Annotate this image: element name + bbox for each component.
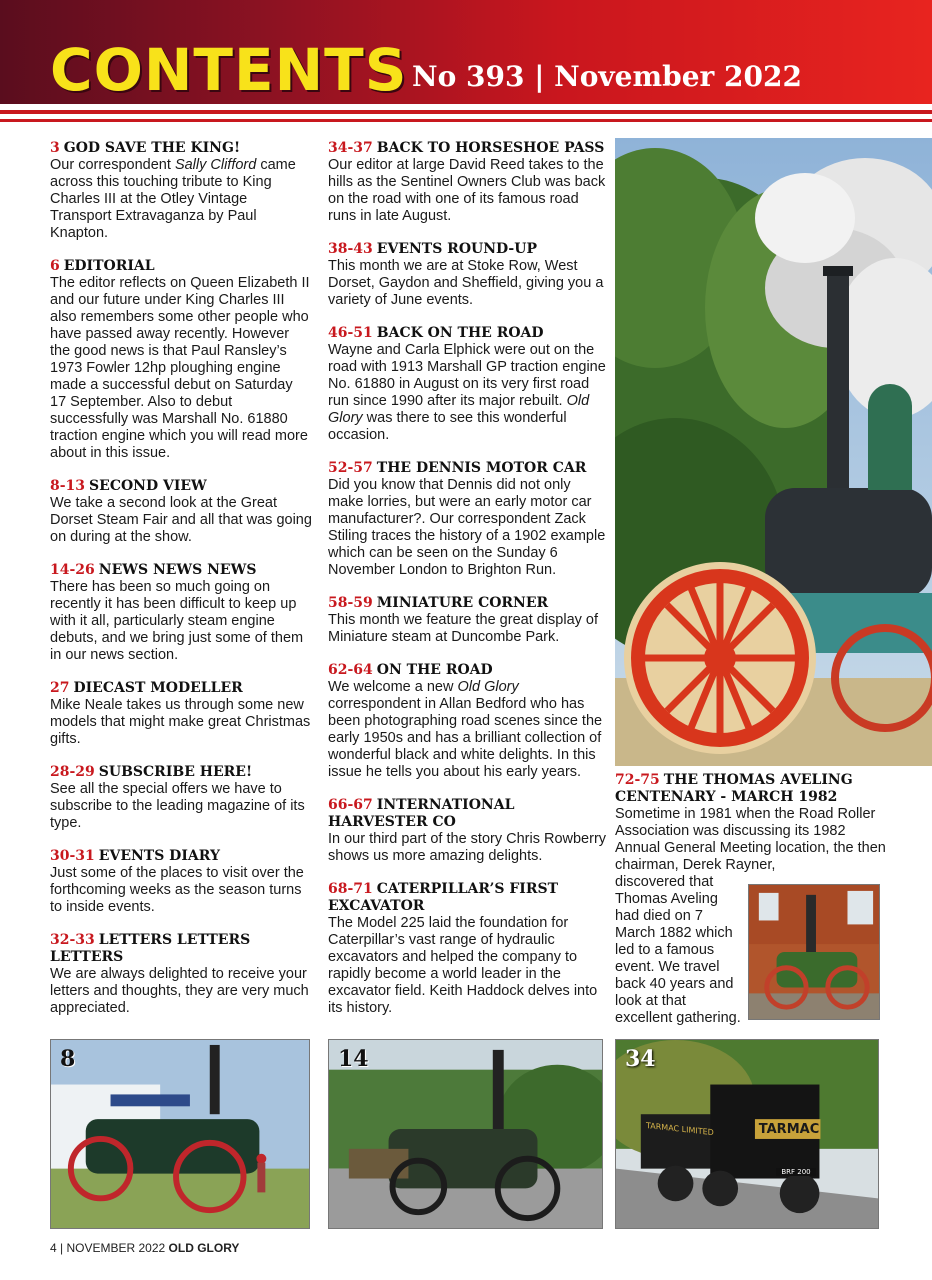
entry-title: LETTERS LETTERS LETTERS xyxy=(50,932,251,965)
entry-pages: 62-64 xyxy=(328,662,373,678)
entry-pages: 52-57 xyxy=(328,460,373,476)
entry-title: BACK ON THE ROAD xyxy=(376,325,544,341)
entry-pages: 14-26 xyxy=(50,562,95,578)
page-footer: 4 | NOVEMBER 2022 OLD GLORY xyxy=(50,1241,240,1255)
entry-text: This month we are at Stoke Row, West Dorset, Gaydon and Sheffield, giving you a variety of June events. xyxy=(328,258,604,308)
entry-pages: 58-59 xyxy=(328,595,373,611)
contents-entry[interactable] xyxy=(328,595,608,646)
contents-entry[interactable] xyxy=(50,258,312,462)
traction-engine-photo xyxy=(615,138,932,766)
entry-pages: 46-51 xyxy=(328,325,373,341)
entry-title: GOD SAVE THE KING! xyxy=(63,140,241,156)
entry-text: discovered that Thomas Aveling had died on 7 March 1882 which led to a famous event. We travel back 40 years and look at that excellent gathering. xyxy=(615,874,741,1026)
entry-text: In our third part of the story Chris Rowberry shows us more amazing delights. xyxy=(328,831,607,864)
contents-entry[interactable] xyxy=(328,881,608,1017)
contents-entry[interactable] xyxy=(50,562,312,664)
footer-magazine: OLD GLORY xyxy=(168,1241,240,1255)
entry-pages: 3 xyxy=(50,140,60,156)
entry-pages: 38-43 xyxy=(328,241,373,257)
contents-entry[interactable] xyxy=(328,460,608,579)
entry-text: This month we feature the great display of Miniature steam at Duncombe Park. xyxy=(328,612,599,645)
entry-title: BACK TO HORSESHOE PASS xyxy=(376,140,605,156)
contents-entry[interactable] xyxy=(328,325,608,444)
entry-pages: 34-37 xyxy=(328,140,373,156)
contents-entry[interactable] xyxy=(50,680,312,748)
entry-text: The editor reflects on Queen Elizabeth II and our future under King Charles III also remembers some other people who have passed away recently. However the good news is that Paul Ransley’s 1973 Fowler 12hp ploughing engine made a successful debut on Saturday 17 September. Also to debut successfully was Marshall No. 61880 traction engine which you will read more about in this issue. xyxy=(50,275,310,461)
entry-title: THE THOMAS AVELING CENTENARY - MARCH 1982 xyxy=(615,772,853,805)
contents-entry[interactable] xyxy=(50,140,312,242)
contents-entry[interactable] xyxy=(50,848,312,916)
contents-entry[interactable] xyxy=(328,662,608,781)
entry-text: was there to see this wonderful occasion. xyxy=(328,410,567,443)
entry-pages: 66-67 xyxy=(328,797,373,813)
entry-text: Wayne and Carla Elphick were out on the road with 1913 Marshall GP traction engine No. 61880 in August on its very first road run since 1990 after its major rebuilt. xyxy=(328,342,606,409)
entry-title: SECOND VIEW xyxy=(89,478,207,494)
entry-pages: 68-71 xyxy=(328,881,373,897)
entry-text: We welcome a new xyxy=(328,679,458,695)
entry-title: DIECAST MODELLER xyxy=(73,680,243,696)
aveling-engine-photo xyxy=(748,884,880,1020)
entry-title: MINIATURE CORNER xyxy=(376,595,549,611)
contents-entry[interactable] xyxy=(328,797,608,865)
entry-text: We take a second look at the Great Dorset Steam Fair and all that was going on during at the show. xyxy=(50,495,312,545)
contents-column-2 xyxy=(328,140,608,1033)
entry-text: We are always delighted to receive your letters and thoughts, they are very much appreciated. xyxy=(50,966,309,1016)
show-engine-photo xyxy=(50,1039,310,1229)
entry-text: Sometime in 1981 when the Road Roller Association was discussing its 1982 Annual General Meeting location, the then chairman, Derek Rayner, xyxy=(615,806,886,873)
footer-issue: NOVEMBER 2022 xyxy=(66,1241,166,1255)
entry-text: There has been so much going on recently it has been difficult to keep up with it all, particularly steam engine debuts, and we bring just some of them in our news section. xyxy=(50,579,304,663)
photo-page-number: 34 xyxy=(625,1046,656,1072)
entry-text: See all the special offers we have to subscribe to the leading magazine of its type. xyxy=(50,781,305,831)
entry-pages: 30-31 xyxy=(50,848,95,864)
entry-title: ON THE ROAD xyxy=(376,662,493,678)
contents-entry[interactable] xyxy=(50,478,312,546)
page-title: CONTENTS xyxy=(50,36,408,104)
entry-text-italic: Sally Clifford xyxy=(174,157,257,173)
footer-page-number: 4 xyxy=(50,1241,57,1255)
entry-pages: 32-33 xyxy=(50,932,95,948)
entry-title: INTERNATIONAL HARVESTER CO xyxy=(328,797,515,830)
entry-pages: 27 xyxy=(50,680,70,696)
entry-title: EVENTS ROUND-UP xyxy=(376,241,537,257)
entry-title: EDITORIAL xyxy=(63,258,155,274)
contents-entry[interactable] xyxy=(50,932,312,1017)
entry-pages: 72-75 xyxy=(615,772,660,788)
lorry-sign: TARMAC xyxy=(758,1122,820,1137)
entry-text: The Model 225 laid the foundation for Caterpillar’s vast range of hydraulic excavators and helped the company to rapidly become a world leader in the excavator field. Keith Haddock delves into its history. xyxy=(328,915,598,1016)
contents-column-1 xyxy=(50,140,312,1033)
entry-text-italic: Old Glory xyxy=(328,393,590,426)
number-plate: BRF 200 xyxy=(776,1168,816,1176)
header-banner xyxy=(0,0,932,104)
contents-entry[interactable] xyxy=(50,764,312,832)
entry-pages: 8-13 xyxy=(50,478,86,494)
entry-text: Did you know that Dennis did not only make lorries, but were an early motor car manufacturer?. Our correspondent Zack Stiling traces the history of a 1902 example which can be seen on the Sunday 6 November London to Brighton Run. xyxy=(328,477,606,578)
entry-text: came across this touching tribute to King Charles III at the Otley Vintage Transport Extravaganza by Paul Knapton. xyxy=(50,157,296,241)
lorry-side-text: TARMAC LIMITED xyxy=(646,1121,714,1138)
entry-title: EVENTS DIARY xyxy=(98,848,220,864)
entry-text: Just some of the places to visit over the forthcoming weeks as the season turns to inside events. xyxy=(50,865,304,915)
entry-title: SUBSCRIBE HERE! xyxy=(98,764,253,780)
divider-rule xyxy=(0,110,932,114)
entry-text: correspondent in Allan Bedford who has been photographing road scenes since the early 1950s and has a brilliant collection of wonderful black and white delights. In this issue he tells you about his early years. xyxy=(328,696,603,780)
entry-text: Our editor at large David Reed takes to the hills as the Sentinel Owners Club was back on the road with one of its famous road runs in late August. xyxy=(328,157,606,224)
photo-page-number: 8 xyxy=(60,1046,76,1072)
contents-entry[interactable] xyxy=(328,140,608,225)
entry-text-italic: Old Glory xyxy=(457,679,519,695)
photo-page-number: 14 xyxy=(338,1046,369,1072)
sentinel-lorry-photo xyxy=(615,1039,879,1229)
contents-entry[interactable] xyxy=(328,241,608,309)
entry-title: CATERPILLAR’S FIRST EXCAVATOR xyxy=(328,881,559,914)
entry-pages: 6 xyxy=(50,258,60,274)
entry-text: Our correspondent xyxy=(50,157,175,173)
entry-text: Mike Neale takes us through some new models that might make great Christmas gifts. xyxy=(50,697,311,747)
divider-rule xyxy=(0,119,932,122)
entry-title: NEWS NEWS NEWS xyxy=(98,562,257,578)
issue-label: No 393 | November 2022 xyxy=(412,60,802,93)
entry-pages: 28-29 xyxy=(50,764,95,780)
entry-title: THE DENNIS MOTOR CAR xyxy=(376,460,587,476)
road-engine-photo xyxy=(328,1039,603,1229)
